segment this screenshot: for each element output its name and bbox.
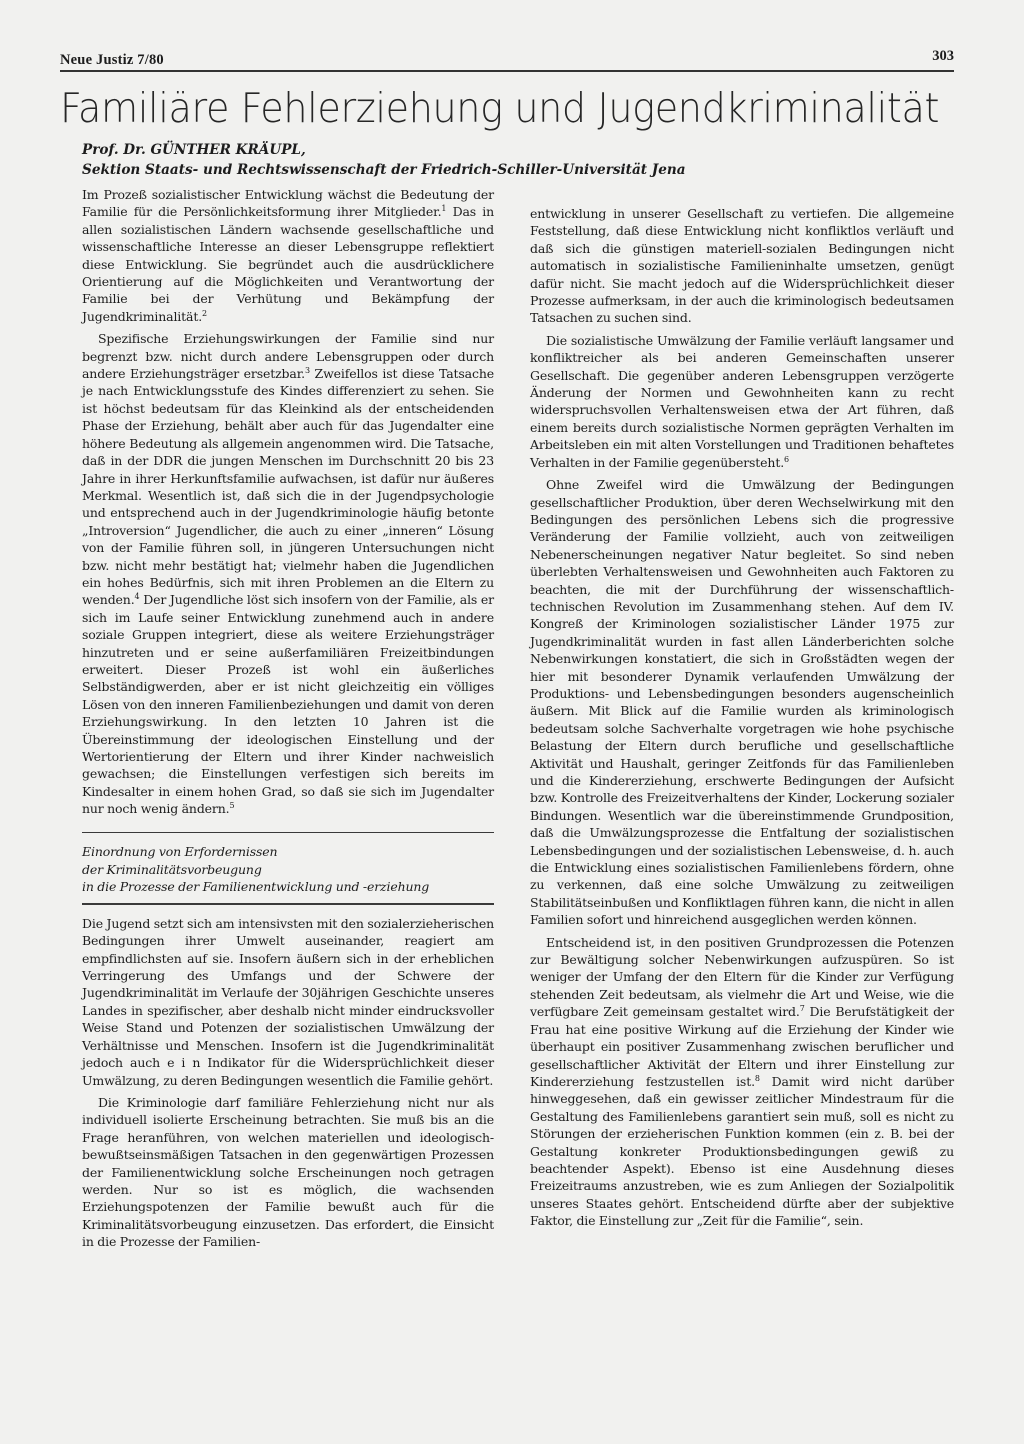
paragraph-text: Das in allen sozialistischen Ländern wachsende gesellschaftliche und wissenschaftliche Interesse an dieser Lebensgruppe reflektiert diese Entwicklung. Sie begründet auch die ausdrücklichere Orientierung auf die Möglichkeiten und Verantwortung der Familie bei der Verhütung und Bekämpfung der Jugendkriminalität. xyxy=(82,204,495,324)
section-heading xyxy=(82,843,494,895)
section-heading-line: der Kriminalitätsvorbeugung xyxy=(82,861,262,877)
paragraph-text: Die Berufstätigkeit der Frau hat eine positive Wirkung auf die Erziehung der Kinder wie überhaupt ein positiver Zusammenhang zwischen beruflicher und gesellschaftlicher Aktivität der Eltern und ihrer Einstellung zur Kindererziehung festzustellen ist. xyxy=(530,1004,954,1089)
paragraph-text: Damit wird nicht darüber hinweggesehen, daß ein gewisser zeitlicher Mindestraum für die Gestaltung des Familienlebens garantiert sein muß, soll es nicht zu Störungen der erzieherischen Funktion kommen (ein z. B. bei der Gestaltung konkreter Produktionsbedingungen gewiß zu beachtender Aspekt). Ebenso ist eine Ausdehnung dieses Freizeitraums anzustreben, wie es zum Anliegen der Sozialpolitik unseres Staates gehört. Entscheidend dürfte aber der subjektive Faktor, die Einstellung zur „Zeit für die Familie“, sein. xyxy=(530,1073,954,1229)
paragraph-text: Der Jugendliche löst sich insofern von der Familie, als er sich im Laufe seiner Entwicklung zunehmend auch in andere soziale Gruppen integriert, diese als weitere Erziehungsträger hinzutreten und er seine außerfamiliären Freizeitbindungen erweitert. Dieser Prozeß ist wohl ein äußerliches Selbständigwerden, aber er ist nicht gleichzeitig ein völliges Lösen von den inneren Familienbeziehungen und damit von deren Erziehungswirkung. In den letzten 10 Jahren ist die Übereinstimmung der ideologischen Einstellung und der Wertorientierung der Eltern und ihrer Kinder nachweislich gewachsen; die Einstellungen verfestigen sich bereits im Kindesalter in einem hohen Grad, so daß sie sich im Jugendalter nur noch wenig ändern. xyxy=(82,592,494,817)
paragraph xyxy=(530,332,954,471)
paragraph-text: Die sozialistische Umwälzung der Familie verläuft langsamer und konfliktreicher als bei anderen Gemeinschaften unserer Gesellschaft. Die gegenüber anderen Lebensgruppen verzögerte Änderung der Normen und Gewohnheiten kann zu recht widerspruchsvollen Verhaltensweisen etwa der Art führen, daß einem bereits durch sozialistische Normen geprägten Verhalten im Arbeitsleben ein mit alten Vorstellungen und Traditionen behaftetes Verhalten in der Familie gegenübersteht. xyxy=(530,332,954,470)
paragraph-text: Entscheidend ist, in den positiven Grundprozessen die Potenzen zur Bewältigung solcher Nebenwirkungen aufzuspüren. So ist weniger der Umfang der den Eltern für die Kinder zur Verfügung stehenden Zeit bedeutsam, als vielmehr die Art und Weise, wie die verfügbare Zeit gemeinsam gestaltet wird. xyxy=(530,934,954,1020)
footnote-ref: 8 xyxy=(754,1073,760,1083)
left-column xyxy=(82,186,494,1256)
footnote-ref: 6 xyxy=(784,454,789,464)
paragraph: Die Jugend setzt sich am intensivsten mit den sozialerzieherischen Bedingungen ihrer Umwelt auseinander, reagiert am empfindlichsten auf sie. Insofern äußern sich in der erheblichen Verringerung des Umfangs und der Schwere der Jugendkriminalität im Verlaufe der 30jährigen Geschichte unseres Landes in spezifischer, aber deshalb nicht minder eindrucksvoller Weise Stand und Potenzen der sozialistischen Umwälzung der Verhältnisse und Menschen. Insofern ist die Jugendkriminalität jedoch auch e i n Indikator für die Widersprüchlichkeit dieser Umwälzung, zu deren Bedingungen wesentlich die Familie gehört. xyxy=(82,915,494,1088)
section-heading-line: Einordnung von Erfordernissen xyxy=(82,844,278,860)
paragraph xyxy=(82,330,494,817)
footnote-ref: 5 xyxy=(229,801,235,811)
section-divider xyxy=(82,832,494,834)
author-block xyxy=(82,140,942,180)
header-rule xyxy=(60,70,954,72)
paragraph-text: Im Prozeß sozialistischer Entwicklung wächst die Bedeutung der Familie für die Persönlichkeitsformung ihrer Mitglieder. xyxy=(82,187,494,220)
paragraph: Die Kriminologie darf familiäre Fehlerziehung nicht nur als individuell isolierte Erscheinung betrachten. Sie muß bis an die Frage heranführen, von welchen materiellen und ideologisch-bewußtseinsmäßigen Tatsachen in den gegenwärtigen Prozessen der Familienentwicklung solche Erscheinungen noch getragen werden. Nur so ist es möglich, die wachsenden Erziehungspotenzen der Familie bewußt auch für die Kriminalitätsvorbeugung einzusetzen. Das erfordert, die Einsicht in die Prozesse der Familien- xyxy=(82,1094,494,1250)
paragraph: entwicklung in unserer Gesellschaft zu vertiefen. Die allgemeine Feststellung, daß diese Entwicklung nicht konfliktlos verläuft und daß sich die günstigen materiell-sozialen Bedingungen nicht automatisch in sozialistische Familieninhalte umsetzen, genügt dafür nicht. Sie macht jedoch auf die Widersprüchlichkeit dieser Prozesse aufmerksam, in der auch die kriminologisch bedeutsamen Tatsachen zu suchen sind. xyxy=(530,206,954,326)
article-title: Familiäre Fehlerziehung und Jugendkriminalität xyxy=(60,84,940,132)
author-name: Prof. Dr. GÜNTHER KRÄUPL, xyxy=(82,142,306,158)
paragraph xyxy=(530,934,954,1230)
page-number: 303 xyxy=(932,48,954,64)
paragraph: Ohne Zweifel wird die Umwälzung der Bedingungen gesellschaftlicher Produktion, über deren Wechselwirkung mit den Bedingungen des persönlichen Lebens sich die progressive Veränderung der Familie vollzieht, auch von zeitweiligen Nebenerscheinungen negativer Natur begleitet. So sind neben überlebten Verhaltensweisen und Gewohnheiten auch Faktoren zu beachten, die mit der Durchführung der wissenschaftlich-technischen Revolution im Zusammenhang stehen. Auf dem IV. Kongreß der Kriminologen sozialistischer Länder 1975 zur Jugendkriminalität wurden in fast allen Länderberichten solche Nebenwirkungen konstatiert, die sich in Großstädten wegen der hier mit besonderer Dynamik verlaufenden Umwälzung der Produktions- und Lebensbedingungen besonders augenscheinlich äußern. Mit Blick auf die Familie wurden als kriminologisch bedeutsam solche Sachverhalte vorgetragen wie hohe psychische Belastung der Eltern durch berufliche und gesellschaftliche Aktivität und Haushalt, geringer Zeitfonds für das Familienleben und die Kindererziehung, erschwerte Bedingungen der Aufsicht bzw. Kontrolle des Freizeitverhaltens der Kinder, Lockerung sozialer Bindungen. Wesentlich war die übereinstimmende Grundposition, daß die Umwälzungsprozesse die Entfaltung der sozialistischen Lebensbedingungen und der sozialistischen Lebensweise, d. h. auch die Entwicklung eines sozialistischen Familienlebens fördern, ohne zu verkennen, daß eine solche Umwälzung zu zeitweiligen Stabilitätseinbußen und Konfliktlagen führen kann, die nicht in allen Familien sofort und hinreichend ausgeglichen werden können. xyxy=(530,477,954,928)
footnote-ref: 4 xyxy=(134,592,140,602)
paragraph xyxy=(82,186,494,325)
right-column xyxy=(530,205,954,1235)
paragraph-text: Zweifellos ist diese Tatsache je nach Entwicklungsstufe des Kindes differenziert zu sehen. Sie ist höchst bedeutsam für das Kleinkind als der entscheidenden Phase der Erziehung, behält aber auch für das Jugendalter eine höhere Bedeutung als allgemein angenommen wird. Die Tatsache, daß in der DDR die jungen Menschen im Durchschnitt 20 bis 23 Jahre in ihrer Herkunftsfamilie aufwachsen, ist dafür nur äußeres Merkmal. Wesentlich ist, daß sich die in der Jugendpsychologie und entsprechend auch in der Jugendkriminologie häufig betonte „Introversion“ Jugendlicher, die auch zu einer „inneren“ Lösung von der Familie führen soll, in jüngeren Untersuchungen nicht bzw. nicht mehr bestätigt hat; vielmehr haben die Jugendlichen ein hohes Bedürfnis, sich mit ihren Problemen an die Eltern zu wenden. xyxy=(82,366,494,608)
footnote-ref: 1 xyxy=(441,204,447,214)
author-affiliation: Sektion Staats- und Rechtswissenschaft der Friedrich-Schiller-Universität Jena xyxy=(82,162,686,178)
section-divider xyxy=(82,903,494,905)
footnote-ref: 2 xyxy=(202,308,207,318)
footnote-ref: 7 xyxy=(799,1004,805,1014)
journal-issue: Neue Justiz 7/80 xyxy=(60,52,164,68)
paragraph-text: Spezifische Erziehungswirkungen der Familie sind nur begrenzt bzw. nicht durch andere Lebensgruppen oder durch andere Erziehungsträger ersetzbar. xyxy=(82,331,494,382)
footnote-ref: 3 xyxy=(304,365,310,375)
section-heading-line: in die Prozesse der Familienentwicklung und -erziehung xyxy=(82,878,430,894)
